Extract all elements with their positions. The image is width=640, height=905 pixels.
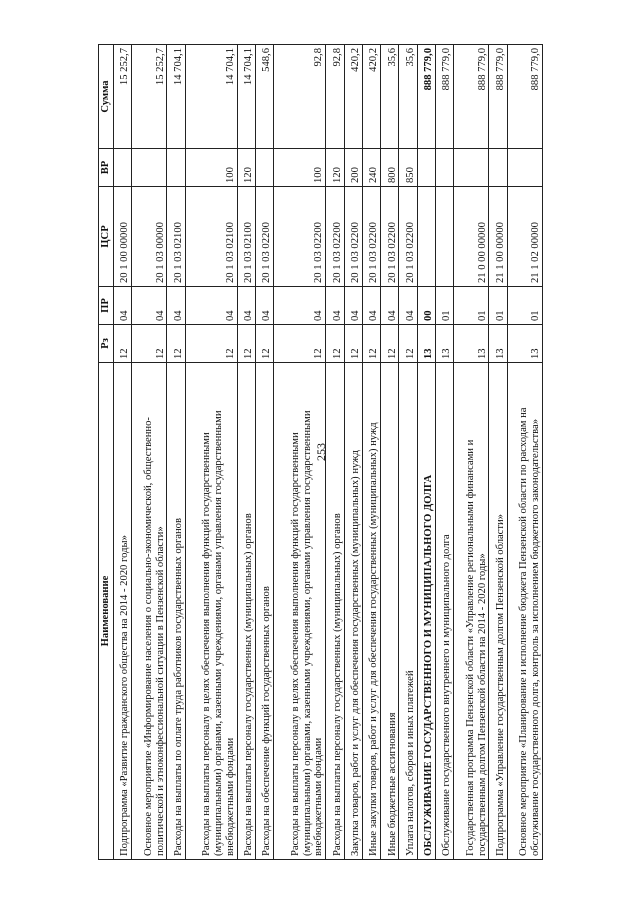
table-row: [344, 45, 362, 860]
cell-sum: 15 252,7: [131, 45, 166, 149]
cell-name: Закупка товаров, работ и услуг для обеспечения государственных (муниципальных) нужд: [344, 363, 362, 860]
cell-pr: 00: [417, 287, 435, 325]
table-row: [507, 45, 542, 860]
cell-rz: 13: [435, 325, 453, 363]
cell-rz: 13: [453, 325, 488, 363]
cell-vr: [453, 149, 488, 187]
cell-name: Иные закупки товаров, работ и услуг для обеспечения государственных (муниципальных) нужд: [362, 363, 380, 860]
table-row: [255, 45, 273, 860]
header-pr: ПР: [98, 287, 113, 325]
cell-name: Обслуживание государственного внутреннего и муниципального долга: [435, 363, 453, 860]
cell-name: Расходы на выплаты персоналу в целях обеспечения выполнения функций государственными (муниципальными) органами, казенными учреждениями, органами управления государственными внебюджетными фондами: [273, 363, 325, 860]
cell-sum: 888 779,0: [453, 45, 488, 149]
table-row: [435, 45, 453, 860]
cell-sum: 888 779,0: [417, 45, 435, 149]
cell-name: Подпрограмма «Управление государственным долгом Пензенской области»: [488, 363, 506, 860]
cell-rz: 12: [325, 325, 343, 363]
cell-rz: 12: [131, 325, 166, 363]
budget-table: [98, 44, 543, 860]
cell-name: ОБСЛУЖИВАНИЕ ГОСУДАРСТВЕННОГО И МУНИЦИПАЛЬНОГО ДОЛГА: [417, 363, 435, 860]
cell-csr: 20 1 03 02100: [166, 187, 184, 287]
cell-name: Государственная программа Пензенской области «Управление региональными финансами и государственным долгом Пензенской области на 2014 - 2020 годы»: [453, 363, 488, 860]
cell-sum: 888 779,0: [507, 45, 542, 149]
cell-name: Расходы на выплаты персоналу в целях обеспечения выполнения функций государственными (муниципальными) органами, казенными учреждениями, органами управления государственными внебюджетными фондами: [185, 363, 237, 860]
cell-rz: 12: [237, 325, 255, 363]
cell-sum: 14 704,1: [237, 45, 255, 149]
cell-sum: 35,6: [398, 45, 416, 149]
table-row: [488, 45, 506, 860]
cell-rz: 12: [166, 325, 184, 363]
cell-rz: 13: [417, 325, 435, 363]
cell-name: Иные бюджетные ассигнования: [380, 363, 398, 860]
cell-csr: 20 1 03 02200: [362, 187, 380, 287]
cell-name: Основное мероприятие «Планирование и исполнение бюджета Пензенской области по расходам на обслуживание государственного долга, контроль за исполнением бюджетного законодательства»: [507, 363, 542, 860]
cell-pr: 04: [380, 287, 398, 325]
cell-vr: [435, 149, 453, 187]
header-vr: ВР: [98, 149, 113, 187]
cell-rz: 12: [255, 325, 273, 363]
table-row: [398, 45, 416, 860]
cell-name: Расходы на выплаты по оплате труда работников государственных органов: [166, 363, 184, 860]
cell-csr: 20 1 03 02200: [325, 187, 343, 287]
cell-rz: 12: [398, 325, 416, 363]
cell-vr: [417, 149, 435, 187]
cell-name: Расходы на обеспечение функций государственных органов: [255, 363, 273, 860]
cell-vr: 240: [362, 149, 380, 187]
cell-vr: [131, 149, 166, 187]
cell-csr: 20 1 03 02200: [380, 187, 398, 287]
cell-pr: 04: [273, 287, 325, 325]
cell-pr: 04: [362, 287, 380, 325]
cell-sum: 548,6: [255, 45, 273, 149]
header-rz: Рз: [98, 325, 113, 363]
cell-pr: 04: [255, 287, 273, 325]
cell-pr: 04: [237, 287, 255, 325]
cell-rz: 13: [507, 325, 542, 363]
table-row: [237, 45, 255, 860]
cell-pr: 04: [185, 287, 237, 325]
table-row: [417, 45, 435, 860]
cell-pr: 01: [453, 287, 488, 325]
cell-name: Расходы на выплаты персоналу государственных (муниципальных) органов: [237, 363, 255, 860]
cell-rz: 12: [380, 325, 398, 363]
table-row: [453, 45, 488, 860]
cell-pr: 04: [131, 287, 166, 325]
table-row: [185, 45, 237, 860]
cell-sum: 420,2: [362, 45, 380, 149]
cell-vr: [488, 149, 506, 187]
cell-vr: 100: [273, 149, 325, 187]
cell-rz: 12: [185, 325, 237, 363]
cell-sum: 888 779,0: [488, 45, 506, 149]
cell-rz: 12: [362, 325, 380, 363]
cell-sum: 15 252,7: [113, 45, 131, 149]
cell-pr: 04: [166, 287, 184, 325]
cell-vr: 850: [398, 149, 416, 187]
table-row: [131, 45, 166, 860]
budget-table-container: [98, 45, 543, 860]
cell-sum: 92,8: [325, 45, 343, 149]
cell-sum: 888 779,0: [435, 45, 453, 149]
table-row: [325, 45, 343, 860]
cell-name: Основное мероприятие «Информирование населения о социально-экономической, общественно-политической и этноконфессиональной ситуации в Пензенской области»: [131, 363, 166, 860]
cell-sum: 35,6: [380, 45, 398, 149]
cell-pr: 01: [507, 287, 542, 325]
cell-csr: [417, 187, 435, 287]
cell-pr: 04: [113, 287, 131, 325]
cell-vr: [255, 149, 273, 187]
cell-csr: 20 1 03 02200: [398, 187, 416, 287]
header-sum: Сумма: [98, 45, 113, 149]
cell-csr: [435, 187, 453, 287]
cell-csr: 20 1 03 02100: [237, 187, 255, 287]
cell-pr: 04: [344, 287, 362, 325]
cell-pr: 01: [488, 287, 506, 325]
cell-vr: 800: [380, 149, 398, 187]
cell-sum: 420,2: [344, 45, 362, 149]
cell-vr: 120: [237, 149, 255, 187]
table-row: [113, 45, 131, 860]
header-name: Наименование: [98, 363, 113, 860]
cell-csr: 21 0 00 00000: [453, 187, 488, 287]
table-header-row: [98, 45, 113, 860]
table-row: [362, 45, 380, 860]
cell-vr: [507, 149, 542, 187]
cell-sum: 92,8: [273, 45, 325, 149]
cell-csr: 20 1 03 02100: [185, 187, 237, 287]
table-row: [380, 45, 398, 860]
cell-csr: 20 1 03 02200: [273, 187, 325, 287]
cell-vr: 120: [325, 149, 343, 187]
cell-pr: 04: [325, 287, 343, 325]
cell-pr: 04: [398, 287, 416, 325]
cell-rz: 12: [113, 325, 131, 363]
cell-rz: 12: [344, 325, 362, 363]
cell-csr: 21 1 00 00000: [488, 187, 506, 287]
page-number: 253: [314, 443, 328, 461]
cell-csr: 20 1 03 00000: [131, 187, 166, 287]
table-row: [273, 45, 325, 860]
table-body: [113, 45, 542, 860]
cell-csr: 20 1 03 02200: [255, 187, 273, 287]
cell-vr: 100: [185, 149, 237, 187]
cell-pr: 01: [435, 287, 453, 325]
header-csr: ЦСР: [98, 187, 113, 287]
cell-vr: 200: [344, 149, 362, 187]
cell-name: Расходы на выплаты персоналу государственных (муниципальных) органов: [325, 363, 343, 860]
cell-vr: [166, 149, 184, 187]
cell-name: Уплата налогов, сборов и иных платежей: [398, 363, 416, 860]
cell-sum: 14 704,1: [166, 45, 184, 149]
cell-csr: 20 1 03 02200: [344, 187, 362, 287]
cell-vr: [113, 149, 131, 187]
table-row: [166, 45, 184, 860]
cell-name: Подпрограмма «Развитие гражданского общества на 2014 - 2020 годы»: [113, 363, 131, 860]
cell-rz: 13: [488, 325, 506, 363]
cell-sum: 14 704,1: [185, 45, 237, 149]
cell-csr: 20 1 00 00000: [113, 187, 131, 287]
cell-rz: 12: [273, 325, 325, 363]
cell-csr: 21 1 02 00000: [507, 187, 542, 287]
